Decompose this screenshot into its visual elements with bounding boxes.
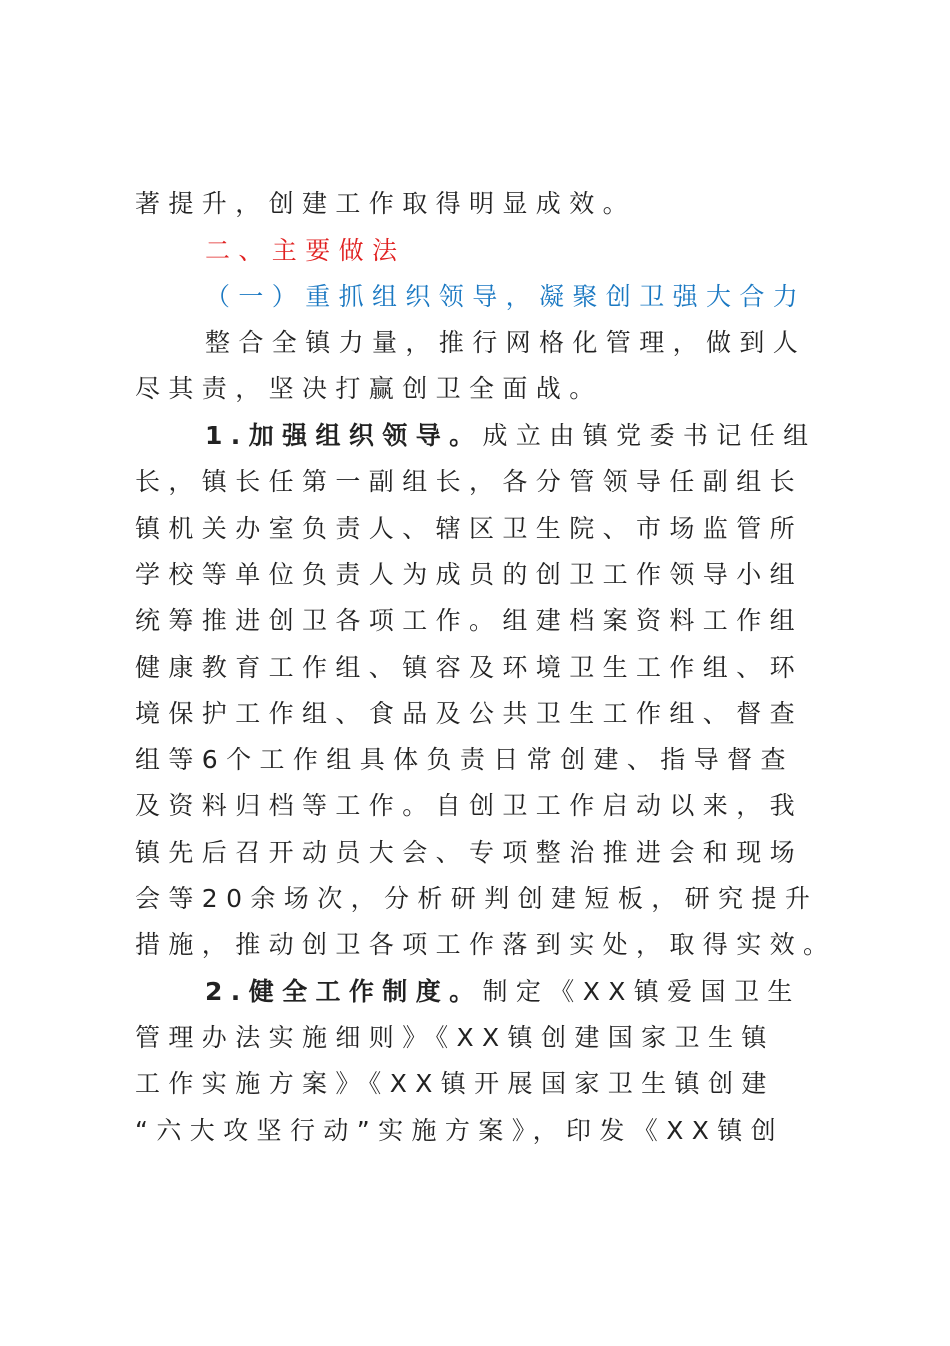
paragraph-line: 尽其责，坚决打赢创卫全面战。 — [135, 374, 603, 403]
paragraph-line: 境保护工作组、食品及公共卫生工作组、督查 — [135, 699, 804, 728]
paragraph-line: 长，镇长任第一副组长，各分管领导任副组长 — [135, 467, 804, 496]
paragraph-line: 组等6个工作组具体负责日常创建、指导督查 — [135, 745, 794, 774]
paragraph-line: 镇先后召开动员大会、专项整治推进会和现场 — [135, 838, 804, 867]
paragraph-line: 管理办法实施细则》《XX镇创建国家卫生镇 — [135, 1023, 775, 1052]
paragraph-line: 学校等单位负责人为成员的创卫工作领导小组 — [135, 560, 804, 589]
item-title: 1.加强组织领导。 — [205, 421, 483, 450]
subsection-heading: （一）重抓组织领导，凝聚创卫强大合力 — [205, 282, 807, 311]
paragraph-line: 整合全镇力量，推行网格化管理，做到人 — [205, 328, 807, 357]
section-heading: 二、主要做法 — [205, 236, 406, 265]
paragraph-line: 措施，推动创卫各项工作落到实处，取得实效。 — [135, 930, 837, 959]
paragraph-line: 工作实施方案》《XX镇开展国家卫生镇创建 — [135, 1069, 775, 1098]
paragraph-line: 镇机关办室负责人、辖区卫生院、市场监管所 — [135, 514, 804, 543]
paragraph-line: 统筹推进创卫各项工作。组建档案资料工作组 — [135, 606, 804, 635]
paragraph-line: 著提升，创建工作取得明显成效。 — [135, 189, 637, 218]
paragraph-line: 及资料归档等工作。自创卫工作启动以来，我 — [135, 791, 804, 820]
paragraph-line: 健康教育工作组、镇容及环境卫生工作组、环 — [135, 653, 804, 682]
item-title: 2.健全工作制度。 — [205, 977, 483, 1006]
item-text: 成立由镇党委书记任组 — [482, 421, 817, 450]
paragraph-line: “六大攻坚行动”实施方案》，印发《XX镇创 — [135, 1116, 785, 1145]
item-text: 制定《XX镇爱国卫生 — [482, 977, 801, 1006]
numbered-paragraph-line — [205, 969, 801, 1015]
paragraph-line: 会等20余场次，分析研判创建短板，研究提升 — [135, 884, 819, 913]
numbered-paragraph-line — [205, 413, 817, 459]
